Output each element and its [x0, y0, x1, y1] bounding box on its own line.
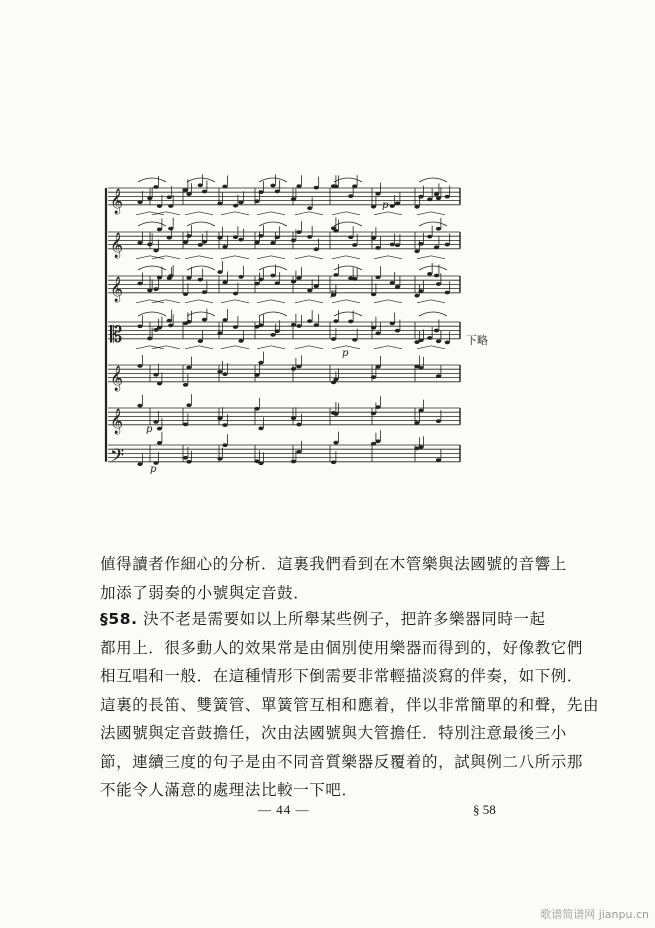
note-head — [333, 412, 338, 416]
paragraph-1 — [100, 550, 567, 607]
note-head — [352, 243, 357, 247]
note-head — [291, 367, 296, 371]
hairpin — [417, 256, 445, 259]
note-head — [375, 365, 380, 369]
note-head — [390, 281, 395, 285]
note-head — [202, 318, 207, 322]
clef-icon: 𝄞 — [110, 365, 124, 391]
note-head — [202, 240, 207, 244]
note-head — [333, 319, 338, 323]
note-head — [371, 205, 376, 209]
note-head — [291, 460, 296, 464]
note-head — [371, 292, 376, 296]
note-head — [238, 275, 243, 279]
note-head — [254, 373, 259, 377]
note-head — [371, 236, 376, 240]
note-head — [418, 366, 423, 370]
note-head — [254, 282, 259, 286]
hairpin — [295, 346, 323, 349]
hairpin — [332, 256, 360, 259]
note-head — [270, 184, 275, 188]
text-line: 節，連續三度的句子是由不同音質樂器反覆着的，試與例二八所示那 — [100, 752, 584, 771]
note-head — [436, 227, 441, 231]
text-line: 相互唱和一般．在這種情形下倒需要非常輕描淡寫的伴奏，如下例． — [100, 667, 584, 685]
note-head — [414, 294, 419, 298]
note-head — [375, 405, 380, 409]
note-head — [186, 366, 191, 370]
note-head — [296, 423, 301, 427]
note-head — [202, 290, 207, 294]
slur — [419, 312, 447, 316]
note-head — [258, 426, 263, 430]
slur — [187, 178, 215, 182]
hairpin — [295, 256, 323, 259]
text-line: 法國號與定音鼓擔任，次由法國號與大管擔任．特別注意最後三小 — [100, 724, 567, 742]
hairpin — [221, 256, 249, 259]
note-head — [436, 458, 441, 462]
note-head — [217, 370, 222, 374]
hairpin — [374, 300, 402, 303]
note-head — [371, 326, 376, 330]
note-head — [348, 320, 353, 324]
note-head — [291, 197, 296, 201]
dynamic-marking: p — [382, 200, 389, 211]
note-head — [275, 281, 280, 285]
note-head — [414, 421, 419, 425]
note-head — [137, 200, 142, 204]
clef-icon: 𝄞 — [110, 232, 124, 258]
note-head — [434, 245, 439, 249]
hairpin — [185, 346, 213, 349]
note-head — [258, 323, 263, 327]
note-head — [314, 323, 319, 327]
note-head — [217, 270, 222, 274]
paragraph-2 — [100, 605, 600, 805]
note-head — [186, 234, 191, 238]
text-line: 這裏的長笛、雙簧管、單簧管互相和應着，伴以非常簡單的和聲，先由 — [100, 695, 600, 714]
hairpin — [185, 300, 213, 303]
clef-icon: 𝄞 — [110, 188, 124, 214]
note-head — [445, 340, 450, 344]
slur — [419, 266, 447, 270]
note-head — [296, 184, 301, 188]
note-head — [331, 460, 336, 464]
note-head — [183, 188, 188, 192]
note-head — [167, 195, 172, 199]
hairpin — [295, 212, 323, 215]
note-head — [137, 404, 142, 408]
note-head — [427, 272, 432, 276]
note-head — [137, 462, 142, 466]
hairpin — [417, 212, 445, 215]
note-head — [233, 325, 238, 329]
clef-icon: 𝄡 — [110, 322, 123, 348]
text-line: 値得讀者作細心的分析．這裏我們看到在木管樂與法國號的音響上 — [100, 555, 567, 573]
note-head — [445, 195, 450, 199]
note-head — [371, 442, 376, 446]
note-head — [436, 282, 441, 286]
note-head — [168, 324, 173, 328]
note-head — [217, 236, 222, 240]
note-head — [238, 200, 243, 204]
clef-icon: 𝄞 — [110, 408, 124, 434]
note-head — [258, 234, 263, 238]
note-head — [167, 319, 172, 323]
text-line: 不能令人滿意的處理法比較一下吧． — [100, 781, 358, 799]
note-head — [198, 278, 203, 282]
score-side-note: 下略 — [466, 334, 488, 347]
note-head — [296, 365, 301, 369]
hairpin — [332, 212, 360, 215]
hairpin — [257, 212, 285, 215]
dynamic-marking: p — [342, 348, 349, 359]
note-head — [233, 204, 238, 208]
section-reference: § 58 — [473, 802, 496, 817]
note-head — [258, 278, 263, 282]
note-head — [333, 229, 338, 233]
hairpin — [257, 300, 285, 303]
note-head — [137, 324, 142, 328]
hairpin — [257, 256, 285, 259]
note-head — [314, 247, 319, 251]
clef-icon: 𝄢 — [110, 445, 125, 471]
note-head — [183, 456, 188, 460]
note-head — [296, 450, 301, 454]
note-head — [418, 409, 423, 413]
note-head — [157, 427, 162, 431]
note-head — [348, 194, 353, 198]
note-head — [157, 441, 162, 445]
note-head — [137, 282, 142, 286]
note-head — [418, 338, 423, 342]
note-head — [153, 373, 158, 377]
note-head — [331, 337, 336, 341]
note-head — [157, 227, 162, 231]
note-head — [436, 196, 441, 200]
note-head — [348, 235, 353, 239]
note-head — [147, 289, 152, 293]
note-head — [153, 328, 158, 332]
note-head — [427, 197, 432, 201]
note-head — [414, 249, 419, 253]
note-head — [222, 423, 227, 427]
note-head — [137, 241, 142, 245]
note-head — [198, 183, 203, 187]
note-head — [153, 249, 158, 253]
watermark: 歌谱简谱网 jianpu.cn — [540, 908, 649, 921]
slur — [419, 222, 447, 226]
note-head — [198, 243, 203, 247]
note-head — [270, 274, 275, 278]
note-head — [217, 202, 222, 206]
note-head — [270, 241, 275, 245]
note-head — [147, 196, 152, 200]
note-head — [291, 416, 296, 420]
note-head — [371, 412, 376, 416]
note-head — [222, 372, 227, 376]
text-line: 都用上．很多動人的效果常是由個別使用樂器而得到的，好像教它們 — [100, 638, 584, 657]
hairpin — [221, 212, 249, 215]
note-head — [414, 205, 419, 209]
note-head — [217, 457, 222, 461]
note-head — [395, 285, 400, 289]
note-head — [186, 460, 191, 464]
hairpin — [374, 256, 402, 259]
note-head — [233, 235, 238, 239]
hairpin — [374, 346, 402, 349]
note-head — [314, 284, 319, 288]
hairpin — [185, 256, 213, 259]
note-head — [275, 329, 280, 333]
note-head — [418, 445, 423, 449]
note-head — [254, 241, 259, 245]
note-head — [436, 374, 441, 378]
note-head — [233, 292, 238, 296]
note-head — [296, 276, 301, 280]
note-head — [375, 192, 380, 196]
text-line — [100, 605, 546, 634]
note-head — [222, 185, 227, 189]
note-head — [371, 375, 376, 379]
note-head — [157, 276, 162, 280]
note-head — [333, 273, 338, 277]
note-head — [352, 184, 357, 188]
note-head — [168, 227, 173, 231]
note-head — [395, 243, 400, 247]
section-number: §58. — [100, 610, 138, 628]
note-head — [275, 235, 280, 239]
note-head — [186, 320, 191, 324]
hairpin — [295, 300, 323, 303]
note-head — [238, 339, 243, 343]
note-head — [390, 243, 395, 247]
note-head — [217, 331, 222, 335]
note-head — [436, 339, 441, 343]
note-head — [183, 383, 188, 387]
note-head — [157, 382, 162, 386]
dynamic-marking: p — [330, 288, 337, 299]
note-head — [147, 337, 152, 341]
note-head — [314, 186, 319, 190]
note-head — [258, 190, 263, 194]
note-head — [222, 318, 227, 322]
note-head — [333, 185, 338, 189]
slur — [419, 178, 447, 182]
note-head — [183, 240, 188, 244]
note-head — [375, 246, 380, 250]
note-head — [434, 329, 439, 333]
hairpin — [257, 346, 285, 349]
note-head — [186, 192, 191, 196]
text-line: 加添了弱奏的小號與定音鼓． — [100, 583, 310, 602]
note-head — [352, 277, 357, 281]
note-head — [307, 206, 312, 210]
note-head — [296, 324, 301, 328]
note-head — [186, 276, 191, 280]
note-head — [153, 185, 158, 189]
note-head — [183, 422, 188, 426]
hairpin — [417, 300, 445, 303]
note-head — [186, 403, 191, 407]
note-head — [270, 333, 275, 337]
hairpin — [417, 346, 445, 349]
note-head — [434, 274, 439, 278]
note-head — [222, 245, 227, 249]
note-head — [291, 238, 296, 242]
note-head — [307, 289, 312, 293]
note-head — [254, 407, 259, 411]
note-head — [333, 378, 338, 382]
note-head — [291, 323, 296, 327]
note-head — [375, 332, 380, 336]
hairpin — [332, 300, 360, 303]
clef-icon: 𝄞 — [110, 276, 124, 302]
note-head — [436, 419, 441, 423]
note-head — [375, 275, 380, 279]
note-head — [418, 195, 423, 199]
slur — [138, 178, 166, 182]
note-head — [153, 287, 158, 291]
note-head — [238, 238, 243, 242]
note-head — [168, 274, 173, 278]
note-head — [222, 443, 227, 447]
note-head — [296, 230, 301, 234]
dynamic-marking: p — [150, 464, 157, 475]
note-head — [307, 235, 312, 239]
note-head — [333, 441, 338, 445]
note-head — [198, 339, 203, 343]
note-head — [157, 204, 162, 208]
note-head — [445, 291, 450, 295]
note-head — [217, 416, 222, 420]
dynamic-marking: p — [146, 424, 153, 435]
note-head — [258, 461, 263, 465]
note-head — [147, 242, 152, 246]
note-head — [167, 236, 172, 240]
note-head — [168, 204, 173, 208]
hairpin — [221, 300, 249, 303]
note-head — [275, 189, 280, 193]
note-head — [222, 281, 227, 285]
note-head — [375, 439, 380, 443]
page-number: — 44 — — [258, 802, 310, 817]
note-head — [390, 204, 395, 208]
note-head — [395, 329, 400, 333]
note-head — [352, 338, 357, 342]
note-head — [427, 336, 432, 340]
note-head — [395, 201, 400, 205]
note-head — [258, 361, 263, 365]
note-head — [418, 242, 423, 246]
hairpin — [185, 212, 213, 215]
note-head — [254, 199, 259, 203]
note-head — [434, 192, 439, 196]
note-head — [427, 235, 432, 239]
note-head — [445, 243, 450, 247]
note-head — [137, 364, 142, 368]
hairpin — [221, 346, 249, 349]
note-head — [390, 322, 395, 326]
note-head — [183, 292, 188, 296]
note-head — [153, 420, 158, 424]
note-head — [202, 190, 207, 194]
text-line-content: 決不老是需要如以上所舉某些例子，把許多樂器同時一起 — [143, 610, 546, 628]
note-head — [307, 319, 312, 323]
note-head — [291, 280, 296, 284]
note-head — [418, 289, 423, 293]
hairpin — [374, 212, 402, 215]
